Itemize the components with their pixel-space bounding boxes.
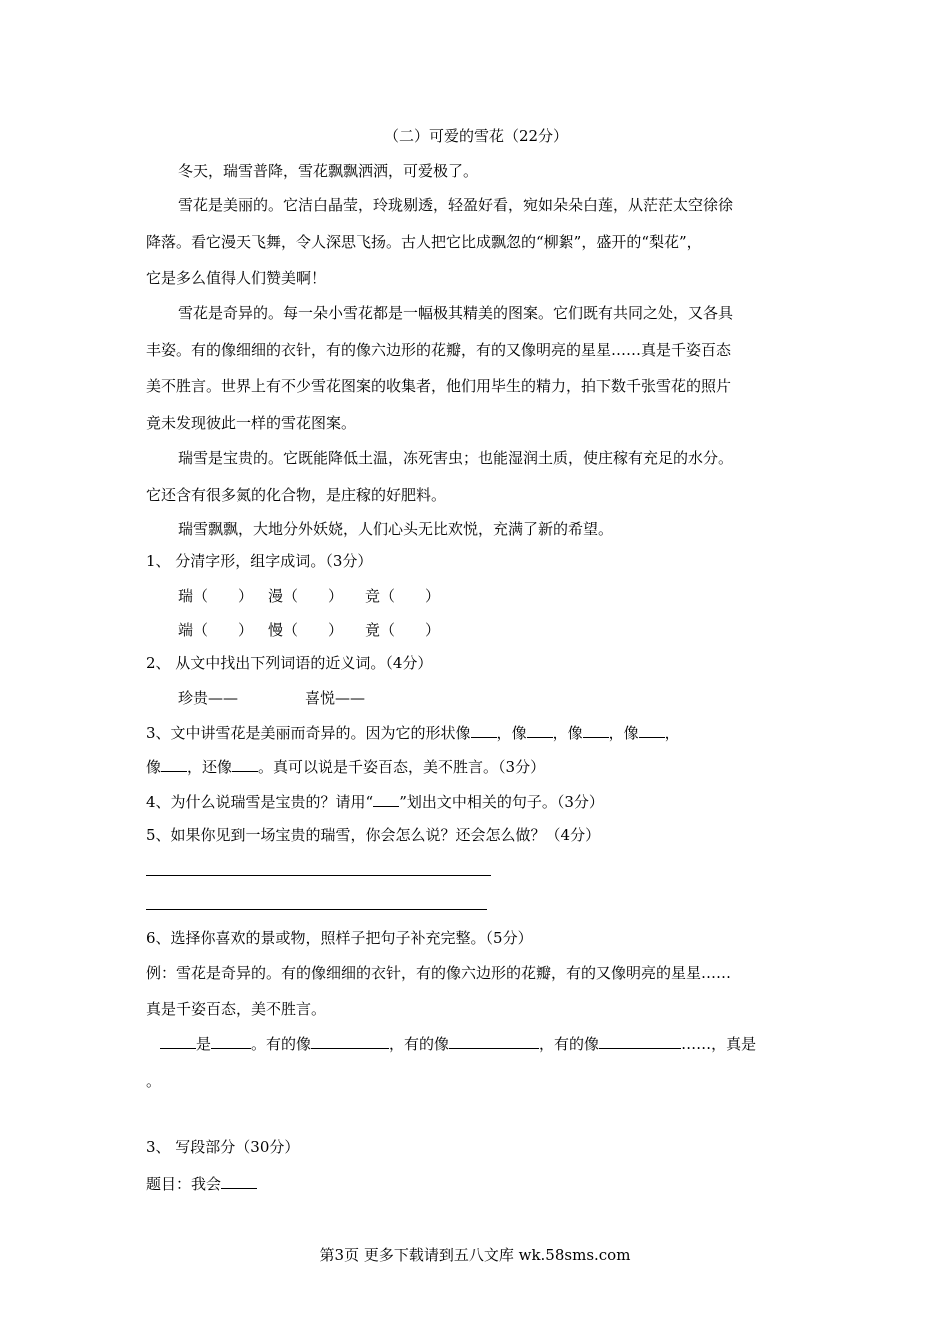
char-pair-1: 瑞（ ） <box>178 587 254 605</box>
char-pair-2: 漫（ ） <box>268 587 344 605</box>
question-1: 1、 分清字形，组字成词。（3分） <box>146 552 373 570</box>
question-2-words <box>178 687 806 709</box>
char-pair-4: 端（ ） <box>178 621 254 639</box>
passage-paragraph-3-line-4: 竟未发现彼此一样的雪花图案。 <box>146 414 357 432</box>
question-6-example-line-2: 真是千姿百态，美不胜言。 <box>146 1000 327 1018</box>
blank[interactable] <box>232 755 258 772</box>
blank[interactable] <box>527 721 553 738</box>
passage-paragraph-2-line-2: 降落。看它漫天飞舞，令人深思飞扬。古人把它比成飘忽的“柳絮”，盛开的“梨花”， <box>146 233 702 251</box>
passage-paragraph-2-line-1: 雪花是美丽的。它洁白晶莹，玲珑剔透，轻盈好看，宛如朵朵白莲，从茫茫太空徐徐 <box>178 196 734 214</box>
question-1-row-1 <box>178 585 806 607</box>
char-pair-3: 竞（ ） <box>365 587 441 605</box>
answer-line-2[interactable] <box>146 909 487 910</box>
passage-paragraph-5: 瑞雪飘飘，大地分外妖娆，人们心头无比欢悦，充满了新的希望。 <box>178 520 614 538</box>
question-6-end: 。 <box>146 1072 162 1090</box>
topic-blank[interactable] <box>221 1172 257 1189</box>
underline-sample <box>373 790 399 807</box>
blank[interactable] <box>449 1032 539 1049</box>
question-6: 6、选择你喜欢的景或物，照样子把句子补充完整。（5分） <box>146 929 533 947</box>
blank[interactable] <box>311 1032 389 1049</box>
blank[interactable] <box>161 755 187 772</box>
question-5: 5、如果你见到一场宝贵的瑞雪，你会怎么说？还会怎么做？（4分） <box>146 826 601 844</box>
char-pair-6: 竟（ ） <box>365 621 441 639</box>
question-6-fill-line: 是 。有的像 ，有的像 ，有的像 ……，真是 <box>160 1032 820 1055</box>
synonym-prompt-2: 喜悦—— <box>305 689 366 707</box>
blank[interactable] <box>471 721 497 738</box>
question-1-row-2 <box>178 619 806 641</box>
section-title: （二）可爱的雪花（22分） <box>383 127 569 145</box>
answer-line-1[interactable] <box>146 875 491 876</box>
passage-paragraph-3-line-1: 雪花是奇异的。每一朵小雪花都是一幅极其精美的图案。它们既有共同之处，又各具 <box>178 304 734 322</box>
passage-paragraph-4-line-1: 瑞雪是宝贵的。它既能降低土温，冻死害虫；也能湿润土质，使庄稼有充足的水分。 <box>178 449 734 467</box>
passage-paragraph-4-line-2: 它还含有很多氮的化合物，是庄稼的好肥料。 <box>146 486 447 504</box>
blank[interactable] <box>599 1032 681 1049</box>
blank[interactable] <box>211 1032 251 1049</box>
passage-paragraph-2-line-3: 它是多么值得人们赞美啊！ <box>146 269 327 287</box>
question-3-line-2: 像 ，还像 。真可以说是千姿百态，美不胜言。（3分） <box>146 755 806 778</box>
writing-section-heading: 3、 写段部分（30分） <box>146 1138 300 1156</box>
synonym-prompt-1: 珍贵—— <box>178 689 239 707</box>
question-3-text: 3、文中讲雪花是美丽而奇异的。因为它的形状像 <box>146 724 471 742</box>
blank[interactable] <box>160 1032 196 1049</box>
page-footer: 第3页 更多下载请到五八文库 wk.58sms.com <box>319 1246 631 1264</box>
question-4: 4、为什么说瑞雪是宝贵的？请用“ ”划出文中相关的句子。（3分） <box>146 790 806 813</box>
passage-paragraph-1: 冬天，瑞雪普降，雪花飘飘洒洒，可爱极了。 <box>178 162 479 180</box>
blank[interactable] <box>639 721 665 738</box>
question-2: 2、 从文中找出下列词语的近义词。（4分） <box>146 654 433 672</box>
passage-paragraph-3-line-3: 美不胜言。世界上有不少雪花图案的收集者，他们用毕生的精力，拍下数千张雪花的照片 <box>146 377 732 395</box>
question-3-line-1: 3、文中讲雪花是美丽而奇异的。因为它的形状像 ，像 ，像 ，像 ， <box>146 721 806 744</box>
blank[interactable] <box>583 721 609 738</box>
char-pair-5: 慢（ ） <box>268 621 344 639</box>
writing-topic: 题目：我会 <box>146 1172 806 1195</box>
passage-paragraph-3-line-2: 丰姿。有的像细细的衣针，有的像六边形的花瓣，有的又像明亮的星星……真是千姿百态 <box>146 341 732 359</box>
question-6-example-line-1: 例：雪花是奇异的。有的像细细的衣针，有的像六边形的花瓣，有的又像明亮的星星…… <box>146 964 732 982</box>
